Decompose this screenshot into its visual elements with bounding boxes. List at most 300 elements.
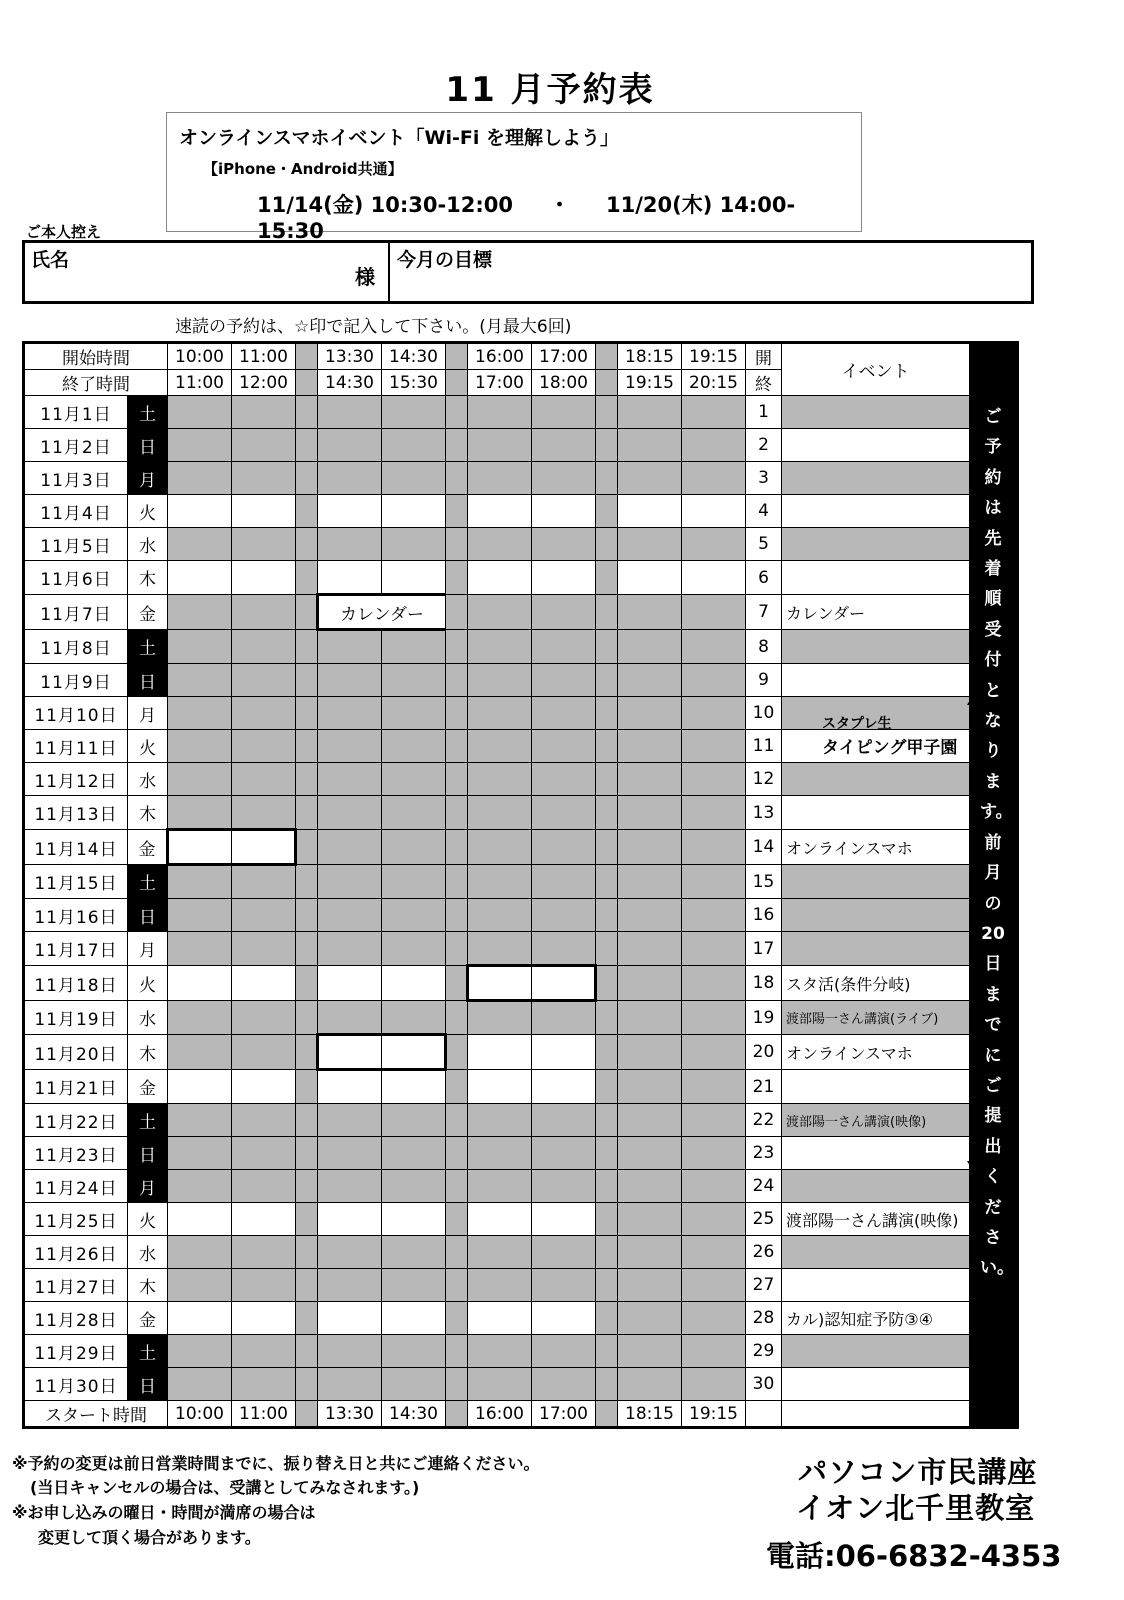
weekday: 水 bbox=[128, 1001, 168, 1035]
slot-cell[interactable] bbox=[532, 1137, 596, 1170]
slot-cell[interactable] bbox=[618, 1368, 682, 1401]
slot-cell[interactable] bbox=[318, 1035, 382, 1070]
slot-cell[interactable] bbox=[468, 630, 532, 664]
slot-cell[interactable] bbox=[682, 796, 746, 830]
event-cell bbox=[782, 932, 970, 966]
slot-cell[interactable] bbox=[318, 1104, 382, 1137]
slot-cell[interactable] bbox=[468, 1001, 532, 1035]
slot-cell[interactable] bbox=[532, 495, 596, 528]
slot-cell[interactable] bbox=[232, 595, 296, 630]
slot-cell[interactable] bbox=[168, 495, 232, 528]
slot-cell[interactable] bbox=[232, 429, 296, 462]
slot-cell[interactable] bbox=[168, 1070, 232, 1104]
slot-cell[interactable] bbox=[532, 396, 596, 429]
slot-cell[interactable] bbox=[618, 1001, 682, 1035]
day-number: 17 bbox=[746, 932, 782, 966]
slot-cell[interactable] bbox=[232, 462, 296, 495]
slot-cell[interactable] bbox=[382, 966, 446, 1001]
slot-cell[interactable] bbox=[532, 763, 596, 796]
slot-cell[interactable] bbox=[168, 730, 232, 763]
gap-col bbox=[296, 495, 318, 528]
slot-cell[interactable] bbox=[682, 830, 746, 865]
slot-cell[interactable] bbox=[382, 1137, 446, 1170]
slot-start-7: 19:15 bbox=[682, 343, 746, 370]
gap-col bbox=[596, 1035, 618, 1070]
slot-cell[interactable] bbox=[232, 763, 296, 796]
slot-cell[interactable] bbox=[468, 932, 532, 966]
slot-cell[interactable] bbox=[468, 1104, 532, 1137]
slot-cell[interactable] bbox=[532, 664, 596, 697]
slot-cell[interactable] bbox=[232, 1035, 296, 1070]
slot-cell[interactable] bbox=[532, 899, 596, 932]
slot-cell[interactable] bbox=[382, 865, 446, 899]
slot-cell[interactable] bbox=[682, 462, 746, 495]
slot-cell[interactable] bbox=[232, 664, 296, 697]
slot-cell[interactable] bbox=[382, 1269, 446, 1302]
slot-start-5: 17:00 bbox=[532, 343, 596, 370]
day-row bbox=[24, 561, 1018, 595]
slot-cell[interactable] bbox=[618, 1236, 682, 1269]
slot-cell[interactable] bbox=[532, 1236, 596, 1269]
slot-cell[interactable] bbox=[532, 865, 596, 899]
slot-cell[interactable] bbox=[468, 796, 532, 830]
slot-cell[interactable] bbox=[318, 561, 382, 595]
calendar-slot[interactable]: カレンダー bbox=[318, 595, 446, 630]
gap-col bbox=[296, 1335, 318, 1368]
start-time-label: 開始時間 bbox=[24, 343, 168, 370]
slot-cell[interactable] bbox=[468, 495, 532, 528]
slot-cell[interactable] bbox=[468, 1368, 532, 1401]
slot-cell[interactable] bbox=[168, 664, 232, 697]
slot-cell[interactable] bbox=[468, 1035, 532, 1070]
gap-col bbox=[596, 595, 618, 630]
slot-cell[interactable] bbox=[468, 1070, 532, 1104]
slot-cell[interactable] bbox=[232, 830, 296, 865]
slot-cell[interactable] bbox=[232, 1269, 296, 1302]
slot-cell[interactable] bbox=[232, 966, 296, 1001]
slot-cell[interactable] bbox=[318, 966, 382, 1001]
gap-col bbox=[446, 1236, 468, 1269]
slot-cell[interactable] bbox=[168, 932, 232, 966]
slot-cell[interactable] bbox=[318, 1070, 382, 1104]
slot-cell[interactable] bbox=[168, 462, 232, 495]
slot-cell[interactable] bbox=[618, 630, 682, 664]
slot-cell[interactable] bbox=[682, 697, 746, 730]
gap-col bbox=[446, 697, 468, 730]
slot-cell[interactable] bbox=[318, 1137, 382, 1170]
gap-col bbox=[596, 697, 618, 730]
slot-cell[interactable] bbox=[168, 1104, 232, 1137]
slot-cell[interactable] bbox=[168, 561, 232, 595]
slot-cell[interactable] bbox=[468, 1236, 532, 1269]
slot-cell[interactable] bbox=[168, 1269, 232, 1302]
slot-cell[interactable] bbox=[168, 1335, 232, 1368]
gap-col bbox=[296, 664, 318, 697]
slot-cell[interactable] bbox=[532, 730, 596, 763]
slot-cell[interactable] bbox=[618, 528, 682, 561]
slot-cell[interactable] bbox=[618, 1269, 682, 1302]
slot-cell[interactable] bbox=[618, 429, 682, 462]
slot-cell[interactable] bbox=[682, 664, 746, 697]
slot-start-4: 16:00 bbox=[468, 343, 532, 370]
gap-col bbox=[296, 932, 318, 966]
slot-cell[interactable] bbox=[682, 730, 746, 763]
slot-cell[interactable] bbox=[168, 595, 232, 630]
slot-cell[interactable] bbox=[318, 830, 382, 865]
slot-cell[interactable] bbox=[618, 1035, 682, 1070]
slot-cell[interactable] bbox=[468, 1335, 532, 1368]
slot-cell[interactable] bbox=[618, 561, 682, 595]
day-date: 11月25日 bbox=[24, 1203, 128, 1236]
slot-cell[interactable] bbox=[468, 899, 532, 932]
slot-cell[interactable] bbox=[618, 664, 682, 697]
slot-cell[interactable] bbox=[168, 429, 232, 462]
gap-col bbox=[596, 495, 618, 528]
slot-start-0: 10:00 bbox=[168, 343, 232, 370]
slot-cell[interactable] bbox=[468, 528, 532, 561]
slot-cell[interactable] bbox=[532, 932, 596, 966]
slot-cell[interactable] bbox=[318, 1368, 382, 1401]
slot-cell[interactable] bbox=[682, 1368, 746, 1401]
slot-cell[interactable] bbox=[318, 697, 382, 730]
slot-cell[interactable] bbox=[682, 1203, 746, 1236]
slot-cell[interactable] bbox=[382, 1335, 446, 1368]
day-date: 11月18日 bbox=[24, 966, 128, 1001]
slot-cell[interactable] bbox=[232, 495, 296, 528]
weekday: 土 bbox=[128, 1104, 168, 1137]
slot-cell[interactable] bbox=[682, 1269, 746, 1302]
slot-cell[interactable] bbox=[468, 664, 532, 697]
slot-cell[interactable] bbox=[532, 1070, 596, 1104]
gap-col bbox=[446, 1137, 468, 1170]
slot-cell[interactable] bbox=[532, 1170, 596, 1203]
slot-cell[interactable] bbox=[382, 429, 446, 462]
slot-cell[interactable] bbox=[682, 1070, 746, 1104]
slot-cell[interactable] bbox=[532, 966, 596, 1001]
slot-cell[interactable] bbox=[318, 495, 382, 528]
slot-cell[interactable] bbox=[532, 561, 596, 595]
slot-cell[interactable] bbox=[318, 1302, 382, 1335]
slot-cell[interactable] bbox=[532, 1368, 596, 1401]
slot-cell[interactable] bbox=[318, 1269, 382, 1302]
slot-cell[interactable] bbox=[532, 1269, 596, 1302]
slot-cell[interactable] bbox=[382, 1203, 446, 1236]
slot-cell[interactable] bbox=[532, 1001, 596, 1035]
slot-cell[interactable] bbox=[682, 595, 746, 630]
slot-cell[interactable] bbox=[232, 1203, 296, 1236]
slot-cell[interactable] bbox=[318, 1170, 382, 1203]
gap-col bbox=[596, 796, 618, 830]
slot-cell[interactable] bbox=[382, 561, 446, 595]
slot-cell[interactable] bbox=[168, 830, 232, 865]
slot-cell[interactable] bbox=[468, 865, 532, 899]
slot-cell[interactable] bbox=[468, 730, 532, 763]
slot-cell[interactable] bbox=[618, 462, 682, 495]
slot-cell[interactable] bbox=[318, 429, 382, 462]
slot-cell[interactable] bbox=[618, 1137, 682, 1170]
day-number: 19 bbox=[746, 1001, 782, 1035]
slot-cell[interactable] bbox=[168, 1035, 232, 1070]
slot-cell[interactable] bbox=[532, 697, 596, 730]
slot-cell[interactable] bbox=[618, 1104, 682, 1137]
slot-cell[interactable] bbox=[618, 865, 682, 899]
slot-cell[interactable] bbox=[382, 1302, 446, 1335]
slot-cell[interactable] bbox=[682, 1104, 746, 1137]
slot-cell[interactable] bbox=[682, 1035, 746, 1070]
slot-cell[interactable] bbox=[682, 528, 746, 561]
slot-cell[interactable] bbox=[382, 1035, 446, 1070]
slot-cell[interactable] bbox=[468, 429, 532, 462]
gap-col bbox=[596, 429, 618, 462]
slot-cell[interactable] bbox=[382, 528, 446, 561]
slot-cell[interactable] bbox=[382, 462, 446, 495]
slot-cell[interactable] bbox=[232, 899, 296, 932]
slot-cell[interactable] bbox=[682, 899, 746, 932]
slot-cell[interactable] bbox=[168, 899, 232, 932]
event-cell bbox=[782, 495, 970, 528]
slot-cell[interactable] bbox=[382, 1070, 446, 1104]
slot-cell[interactable] bbox=[682, 1170, 746, 1203]
slot-cell[interactable] bbox=[382, 1001, 446, 1035]
slot-cell[interactable] bbox=[618, 899, 682, 932]
slot-cell[interactable] bbox=[618, 763, 682, 796]
slot-cell[interactable] bbox=[618, 730, 682, 763]
slot-cell[interactable] bbox=[618, 595, 682, 630]
gap-col bbox=[446, 630, 468, 664]
slot-cell[interactable] bbox=[232, 1001, 296, 1035]
slot-cell[interactable] bbox=[618, 1302, 682, 1335]
honorific-label: 様 bbox=[355, 265, 375, 289]
slot-cell[interactable] bbox=[232, 1236, 296, 1269]
footer-start-2: 13:30 bbox=[318, 1401, 382, 1428]
slot-cell[interactable] bbox=[232, 1137, 296, 1170]
slot-cell[interactable] bbox=[382, 899, 446, 932]
slot-cell[interactable] bbox=[232, 1070, 296, 1104]
slot-cell[interactable] bbox=[468, 462, 532, 495]
slot-cell[interactable] bbox=[168, 1203, 232, 1236]
event-cell bbox=[782, 1170, 970, 1203]
slot-cell[interactable] bbox=[468, 1302, 532, 1335]
gap-col bbox=[596, 932, 618, 966]
slot-cell[interactable] bbox=[618, 1203, 682, 1236]
slot-cell[interactable] bbox=[682, 865, 746, 899]
slot-cell[interactable] bbox=[682, 429, 746, 462]
gap-col bbox=[596, 1236, 618, 1269]
day-date: 11月3日 bbox=[24, 462, 128, 495]
slot-cell[interactable] bbox=[618, 396, 682, 429]
slot-cell[interactable] bbox=[682, 1001, 746, 1035]
slot-cell[interactable] bbox=[232, 865, 296, 899]
day-number: 7 bbox=[746, 595, 782, 630]
slot-cell[interactable] bbox=[382, 664, 446, 697]
slot-cell[interactable] bbox=[318, 1203, 382, 1236]
day-date: 11月8日 bbox=[24, 630, 128, 664]
slot-cell[interactable] bbox=[318, 1236, 382, 1269]
event-cell bbox=[782, 1070, 970, 1104]
slot-cell[interactable] bbox=[532, 462, 596, 495]
slot-cell[interactable] bbox=[682, 1335, 746, 1368]
slot-cell[interactable] bbox=[168, 630, 232, 664]
slot-cell[interactable] bbox=[232, 1368, 296, 1401]
slot-cell[interactable] bbox=[532, 830, 596, 865]
slot-cell[interactable] bbox=[382, 495, 446, 528]
slot-cell[interactable] bbox=[318, 796, 382, 830]
slot-cell[interactable] bbox=[318, 630, 382, 664]
slot-cell[interactable] bbox=[168, 796, 232, 830]
slot-cell[interactable] bbox=[468, 1269, 532, 1302]
slot-cell[interactable] bbox=[618, 1335, 682, 1368]
slot-cell[interactable] bbox=[232, 730, 296, 763]
slot-cell[interactable] bbox=[382, 763, 446, 796]
slot-cell[interactable] bbox=[382, 697, 446, 730]
slot-cell[interactable] bbox=[682, 561, 746, 595]
slot-cell[interactable] bbox=[382, 932, 446, 966]
slot-cell[interactable] bbox=[232, 1302, 296, 1335]
slot-cell[interactable] bbox=[532, 630, 596, 664]
slot-cell[interactable] bbox=[532, 796, 596, 830]
slot-cell[interactable] bbox=[232, 561, 296, 595]
slot-cell[interactable] bbox=[618, 1170, 682, 1203]
slot-cell[interactable] bbox=[318, 1335, 382, 1368]
slot-cell[interactable] bbox=[468, 966, 532, 1001]
slot-cell[interactable] bbox=[318, 932, 382, 966]
slot-cell[interactable] bbox=[232, 396, 296, 429]
slot-cell[interactable] bbox=[682, 396, 746, 429]
slot-cell[interactable] bbox=[468, 396, 532, 429]
event-cell bbox=[782, 664, 970, 697]
slot-cell[interactable] bbox=[468, 830, 532, 865]
slot-cell[interactable] bbox=[168, 1236, 232, 1269]
day-date: 11月7日 bbox=[24, 595, 128, 630]
slot-cell[interactable] bbox=[232, 932, 296, 966]
slot-cell[interactable] bbox=[318, 396, 382, 429]
slot-cell[interactable] bbox=[468, 1170, 532, 1203]
slot-cell[interactable] bbox=[318, 763, 382, 796]
slot-cell[interactable] bbox=[168, 865, 232, 899]
slot-cell[interactable] bbox=[682, 966, 746, 1001]
slot-cell[interactable] bbox=[382, 796, 446, 830]
slot-cell[interactable] bbox=[532, 1104, 596, 1137]
gap-col bbox=[596, 730, 618, 763]
slot-cell[interactable] bbox=[682, 630, 746, 664]
speed-reading-note: 速読の予約は、☆印で記入して下さい。(月最大6回) bbox=[175, 317, 572, 337]
slot-cell[interactable] bbox=[682, 1137, 746, 1170]
slot-cell[interactable] bbox=[382, 396, 446, 429]
slot-cell[interactable] bbox=[382, 1368, 446, 1401]
slot-cell[interactable] bbox=[618, 495, 682, 528]
slot-cell[interactable] bbox=[318, 462, 382, 495]
slot-cell[interactable] bbox=[382, 1236, 446, 1269]
slot-cell[interactable] bbox=[618, 966, 682, 1001]
slot-cell[interactable] bbox=[468, 1137, 532, 1170]
slot-cell[interactable] bbox=[168, 1137, 232, 1170]
slot-cell[interactable] bbox=[618, 932, 682, 966]
slot-cell[interactable] bbox=[532, 1335, 596, 1368]
slot-cell[interactable] bbox=[468, 697, 532, 730]
gap-col bbox=[446, 370, 468, 396]
slot-cell[interactable] bbox=[318, 528, 382, 561]
event-cell bbox=[782, 1335, 970, 1368]
slot-cell[interactable] bbox=[682, 763, 746, 796]
slot-cell[interactable] bbox=[232, 1335, 296, 1368]
gap-col bbox=[446, 865, 468, 899]
slot-cell[interactable] bbox=[232, 528, 296, 561]
day-date: 11月29日 bbox=[24, 1335, 128, 1368]
day-row bbox=[24, 495, 1018, 528]
slot-cell[interactable] bbox=[318, 865, 382, 899]
slot-cell[interactable] bbox=[618, 1070, 682, 1104]
slot-cell[interactable] bbox=[382, 730, 446, 763]
slot-cell[interactable] bbox=[468, 561, 532, 595]
slot-cell[interactable] bbox=[468, 1203, 532, 1236]
weekday: 金 bbox=[128, 1302, 168, 1335]
open-label: 開 bbox=[746, 343, 782, 370]
day-number: 3 bbox=[746, 462, 782, 495]
slot-cell[interactable] bbox=[532, 1035, 596, 1070]
slot-cell[interactable] bbox=[532, 1203, 596, 1236]
slot-cell[interactable] bbox=[682, 1236, 746, 1269]
slot-cell[interactable] bbox=[382, 1104, 446, 1137]
slot-cell[interactable] bbox=[232, 630, 296, 664]
slot-cell[interactable] bbox=[682, 932, 746, 966]
slot-cell[interactable] bbox=[382, 630, 446, 664]
slot-cell[interactable] bbox=[232, 1104, 296, 1137]
event-cell: オンラインスマホ bbox=[782, 830, 970, 865]
event-cell: 渡部陽一さん講演(映像) bbox=[782, 1203, 970, 1236]
slot-cell[interactable] bbox=[318, 899, 382, 932]
slot-cell[interactable] bbox=[232, 1170, 296, 1203]
slot-cell[interactable] bbox=[168, 1170, 232, 1203]
gap-col bbox=[296, 396, 318, 429]
gap-col bbox=[446, 1368, 468, 1401]
slot-cell[interactable] bbox=[682, 1302, 746, 1335]
slot-cell[interactable] bbox=[232, 697, 296, 730]
slot-cell[interactable] bbox=[168, 1001, 232, 1035]
footer-start-5: 17:00 bbox=[532, 1401, 596, 1428]
slot-cell[interactable] bbox=[168, 966, 232, 1001]
slot-cell[interactable] bbox=[532, 528, 596, 561]
slot-cell[interactable] bbox=[618, 830, 682, 865]
slot-cell[interactable] bbox=[232, 796, 296, 830]
slot-cell[interactable] bbox=[168, 763, 232, 796]
day-number: 6 bbox=[746, 561, 782, 595]
slot-cell[interactable] bbox=[618, 697, 682, 730]
slot-cell[interactable] bbox=[318, 664, 382, 697]
slot-cell[interactable] bbox=[168, 697, 232, 730]
slot-cell[interactable] bbox=[532, 1302, 596, 1335]
slot-cell[interactable] bbox=[382, 1170, 446, 1203]
slot-cell[interactable] bbox=[468, 763, 532, 796]
day-row bbox=[24, 1001, 1018, 1035]
slot-cell[interactable] bbox=[618, 796, 682, 830]
slot-cell[interactable] bbox=[168, 1368, 232, 1401]
slot-cell[interactable] bbox=[468, 595, 532, 630]
slot-cell[interactable] bbox=[168, 1302, 232, 1335]
day-row bbox=[24, 1203, 1018, 1236]
event-session-2: 11/20(木) 14:00-15:30 bbox=[257, 193, 796, 243]
slot-cell[interactable] bbox=[532, 595, 596, 630]
slot-cell[interactable] bbox=[682, 495, 746, 528]
gap-col bbox=[446, 1170, 468, 1203]
weekday: 日 bbox=[128, 429, 168, 462]
slot-cell[interactable] bbox=[168, 528, 232, 561]
slot-cell[interactable] bbox=[382, 830, 446, 865]
slot-cell[interactable] bbox=[168, 396, 232, 429]
slot-cell[interactable] bbox=[318, 730, 382, 763]
slot-cell[interactable] bbox=[532, 429, 596, 462]
slot-cell[interactable] bbox=[318, 1001, 382, 1035]
gap-col bbox=[446, 1104, 468, 1137]
